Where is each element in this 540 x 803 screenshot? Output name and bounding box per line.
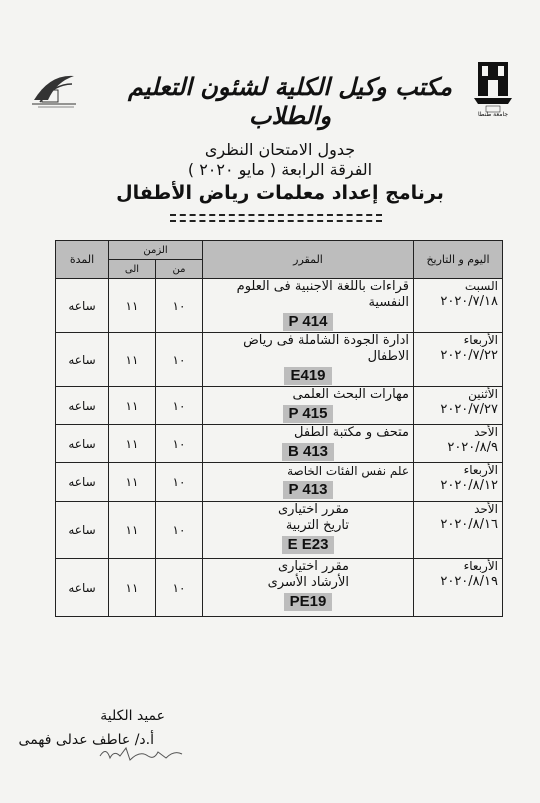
header-to: الى bbox=[109, 260, 156, 279]
table-row bbox=[56, 387, 503, 425]
row-day-date bbox=[414, 463, 503, 502]
row-duration: ساعه bbox=[56, 559, 109, 617]
row-from: ١٠ bbox=[156, 502, 203, 559]
row-to: ١١ bbox=[109, 502, 156, 559]
course-name-line-2: الأرشاد الأسرى bbox=[267, 575, 349, 590]
row-from: ١٠ bbox=[156, 279, 203, 333]
row-to: ١١ bbox=[109, 425, 156, 463]
course-name: علم نفس الفئات الخاصة bbox=[287, 464, 409, 478]
header-from: من bbox=[156, 260, 203, 279]
row-day: الأحد bbox=[474, 502, 498, 516]
row-course bbox=[203, 333, 414, 387]
row-duration: ساعه bbox=[56, 425, 109, 463]
row-day: السبت bbox=[464, 279, 498, 293]
course-code: E E23 bbox=[282, 536, 335, 554]
exam-titles bbox=[100, 140, 460, 206]
table-row bbox=[56, 425, 503, 463]
course-code: E419 bbox=[284, 367, 331, 385]
row-from: ١٠ bbox=[156, 463, 203, 502]
title-line-1: جدول الامتحان النظرى bbox=[204, 140, 356, 159]
header-course: المقرر bbox=[203, 241, 414, 279]
course-name-line-1: مقرر اختيارى bbox=[277, 502, 349, 517]
row-day-date bbox=[414, 425, 503, 463]
row-date: ٢٠٢٠/٧/٢٢ bbox=[440, 348, 498, 363]
row-day: الأحد bbox=[474, 425, 498, 439]
row-day-date bbox=[414, 333, 503, 387]
row-duration: ساعه bbox=[56, 502, 109, 559]
row-duration: ساعه bbox=[56, 387, 109, 425]
row-date: ٢٠٢٠/٨/١٦ bbox=[440, 517, 498, 532]
course-code: B 413 bbox=[282, 443, 334, 461]
title-line-2: الفرقة الرابعة ( مايو ٢٠٢٠ ) bbox=[187, 160, 373, 179]
course-name-line-2: تاريخ التربية bbox=[285, 518, 349, 533]
row-course bbox=[203, 463, 414, 502]
university-logo-icon bbox=[468, 58, 518, 118]
table-row bbox=[56, 279, 503, 333]
table-row bbox=[56, 502, 503, 559]
row-course bbox=[203, 387, 414, 425]
row-to: ١١ bbox=[109, 333, 156, 387]
row-day: الأربعاء bbox=[463, 333, 498, 347]
row-course bbox=[203, 559, 414, 617]
row-course bbox=[203, 502, 414, 559]
row-from: ١٠ bbox=[156, 559, 203, 617]
row-duration: ساعه bbox=[56, 463, 109, 502]
course-name: ادارة الجودة الشاملة فى رياض الاطفال bbox=[243, 333, 409, 364]
title-divider-top bbox=[170, 214, 382, 216]
university-logo-caption: جامعة طنطا bbox=[477, 111, 509, 118]
row-date: ٢٠٢٠/٨/١٢ bbox=[440, 478, 498, 493]
table-row bbox=[56, 333, 503, 387]
row-to: ١١ bbox=[109, 559, 156, 617]
signature-icon bbox=[96, 742, 186, 764]
header-day-date: اليوم و التاريخ bbox=[414, 241, 503, 279]
title-line-3: برنامج إعداد معلمات رياض الأطفال bbox=[116, 182, 444, 204]
course-name: قراءات باللغة الاجنبية فى العلوم النفسية bbox=[236, 279, 409, 310]
table-header-row bbox=[56, 241, 503, 260]
course-code: PE19 bbox=[284, 593, 333, 611]
row-from: ١٠ bbox=[156, 425, 203, 463]
course-code: P 413 bbox=[283, 481, 334, 499]
table-row bbox=[56, 463, 503, 502]
row-day: الأثنين bbox=[468, 387, 498, 401]
row-day-date bbox=[414, 279, 503, 333]
row-day: الأربعاء bbox=[463, 559, 498, 573]
row-from: ١٠ bbox=[156, 387, 203, 425]
row-course bbox=[203, 279, 414, 333]
dean-role: عميد الكلية bbox=[100, 708, 165, 724]
header-time: الزمن bbox=[109, 241, 203, 260]
row-duration: ساعه bbox=[56, 279, 109, 333]
exam-schedule-table bbox=[55, 240, 503, 617]
table-body bbox=[56, 279, 503, 617]
row-to: ١١ bbox=[109, 279, 156, 333]
table-row bbox=[56, 559, 503, 617]
row-day: الأربعاء bbox=[463, 463, 498, 477]
row-day-date bbox=[414, 387, 503, 425]
row-day-date bbox=[414, 502, 503, 559]
row-duration: ساعه bbox=[56, 333, 109, 387]
title-divider-bottom bbox=[170, 220, 382, 222]
course-code: P 414 bbox=[283, 313, 334, 331]
row-date: ٢٠٢٠/٨/١٩ bbox=[440, 574, 498, 589]
row-course bbox=[203, 425, 414, 463]
row-date: ٢٠٢٠/٧/١٨ bbox=[440, 294, 498, 309]
course-name: مهارات البحث العلمى bbox=[292, 387, 409, 402]
row-to: ١١ bbox=[109, 463, 156, 502]
faculty-emblem-icon bbox=[28, 70, 80, 110]
row-day-date bbox=[414, 559, 503, 617]
course-name-line-1: مقرر اختيارى bbox=[277, 559, 349, 574]
office-title: مكتب وكيل الكلية لشئون التعليم والطلاب bbox=[127, 72, 452, 130]
row-date: ٢٠٢٠/٧/٢٧ bbox=[440, 402, 498, 417]
header-duration: المدة bbox=[56, 241, 109, 279]
course-code: P 415 bbox=[283, 405, 334, 423]
dean-name: أ.د/ عاطف عدلى فهمى bbox=[18, 732, 154, 748]
row-date: ٢٠٢٠/٨/٩ bbox=[447, 440, 498, 455]
row-from: ١٠ bbox=[156, 333, 203, 387]
row-to: ١١ bbox=[109, 387, 156, 425]
course-name: متحف و مكتبة الطفل bbox=[293, 425, 409, 440]
